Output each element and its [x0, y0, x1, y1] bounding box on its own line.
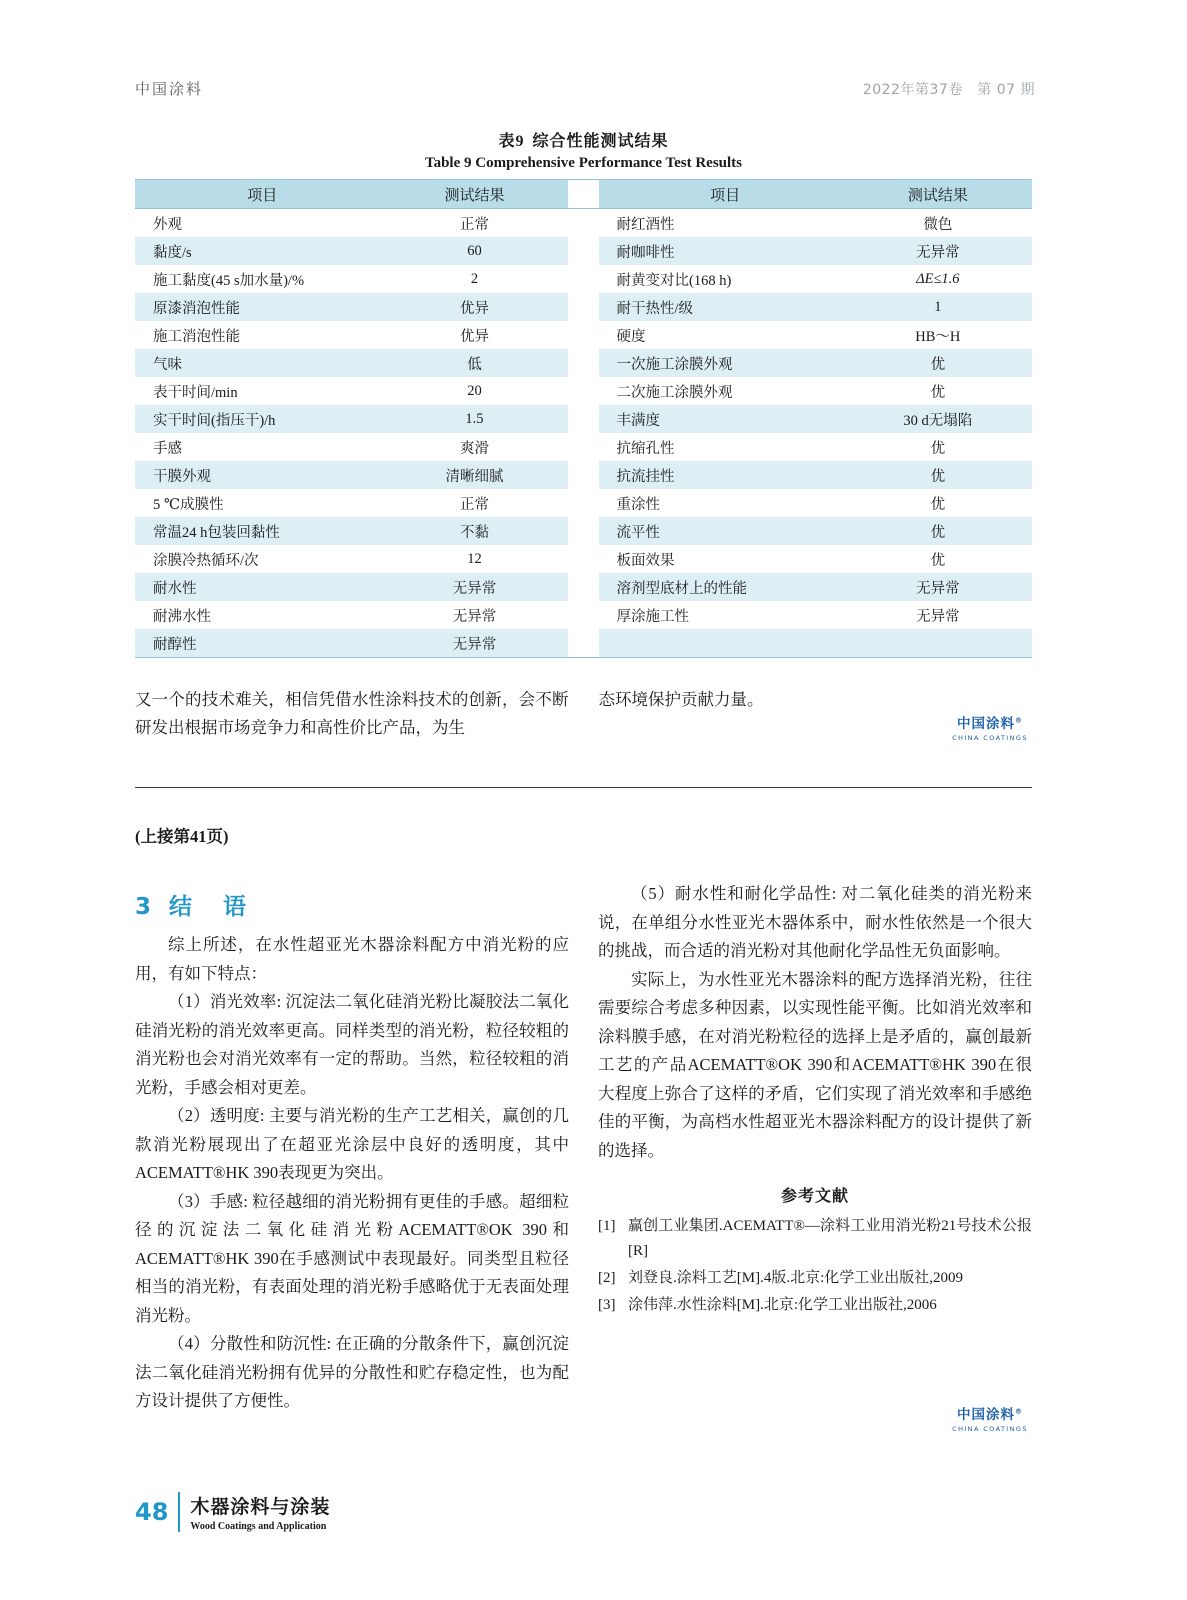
paragraph: （1）消光效率: 沉淀法二氧化硅消光粉比凝胶法二氧化硅消光粉的消光效率更高。同样类型的消光粉，粒径较粗的消光粉也会对消光效率有一定的帮助。当然，粒径较粗的消光粉，手感会相对更差。 — [135, 992, 569, 1097]
cell-gap — [568, 629, 599, 658]
table-row — [135, 601, 1032, 629]
cell-gap — [568, 461, 599, 489]
table-caption-cn: 综合性能测试结果 — [532, 133, 669, 150]
logo-registered-icon: ® — [1015, 1407, 1023, 1416]
cell-item-right: 耐干热性/级 — [599, 293, 844, 321]
logo-text-en: CHINA COATINGS — [952, 734, 1028, 742]
post-table-paragraph-left: 又一个的技术难关，相信凭借水性涂料技术的创新，会不断研发出根据市场竞争力和高性价比产品，为生 — [135, 690, 569, 737]
table-title-cn — [135, 128, 1032, 151]
performance-test-table — [135, 179, 1032, 658]
cell-item-right: 板面效果 — [599, 545, 844, 573]
cell-item-left: 耐醇性 — [135, 629, 381, 658]
cell-gap — [568, 573, 599, 601]
cell-item-left: 手感 — [135, 433, 381, 461]
right-column — [598, 880, 1032, 1416]
reference-item — [598, 1293, 1032, 1318]
cell-gap — [568, 265, 599, 293]
section-number: 3 — [135, 894, 156, 920]
cell-item-right: 耐黄变对比(168 h) — [599, 265, 844, 293]
cell-result-left: 无异常 — [381, 573, 567, 601]
table-row — [135, 237, 1032, 265]
reference-number: [2] — [598, 1270, 616, 1286]
table-number: 表9 — [498, 133, 525, 150]
cell-result-left: 1.5 — [381, 405, 567, 433]
table-row — [135, 629, 1032, 658]
post-table-text — [135, 686, 1032, 742]
cell-item-right: 抗缩孔性 — [599, 433, 844, 461]
table-row — [135, 377, 1032, 405]
cell-result-left: 正常 — [381, 489, 567, 517]
cell-result-right — [844, 629, 1032, 658]
cell-item-left: 常温24 h包装回黏性 — [135, 517, 381, 545]
table-head — [135, 180, 1032, 209]
table-row — [135, 489, 1032, 517]
table-row — [135, 293, 1032, 321]
paragraph: 实际上，为水性亚光木器涂料的配方选择消光粉，往往需要综合考虑多种因素，以实现性能平衡。比如消光效率和涂料膜手感，在对消光粉粒径的选择上是矛盾的，赢创最新工艺的产品ACEMATT®OK 390和ACEMATT®HK 390在很大程度上弥合了这样的矛盾，它们实现了消光效率和手感绝佳的平衡，为高档水性超亚光木器涂料配方的设计提供了新的选择。 — [598, 969, 1032, 1160]
cell-result-right: HB～H — [844, 321, 1032, 349]
page-header — [135, 78, 1035, 99]
table-row — [135, 349, 1032, 377]
cell-result-right: 优 — [844, 489, 1032, 517]
cell-item-right — [599, 629, 844, 658]
reference-item — [598, 1266, 1032, 1291]
cell-result-left: 清晰细腻 — [381, 461, 567, 489]
logo-text-cn: 中国涂料® — [957, 1407, 1023, 1423]
cell-result-left: 20 — [381, 377, 567, 405]
china-coatings-logo-bottom — [948, 1403, 1032, 1433]
cell-item-right: 抗流挂性 — [599, 461, 844, 489]
cell-result-left: 优异 — [381, 321, 567, 349]
table-row — [135, 405, 1032, 433]
table-row — [135, 461, 1032, 489]
cell-result-right: 1 — [844, 293, 1032, 321]
cell-gap — [568, 237, 599, 265]
page-number: 48 — [135, 1498, 169, 1526]
th-result-right: 测试结果 — [844, 180, 1032, 209]
left-column — [135, 880, 569, 1416]
section-heading — [135, 888, 569, 921]
cell-item-right: 厚涂施工性 — [599, 601, 844, 629]
cell-item-left: 干膜外观 — [135, 461, 381, 489]
page-footer — [135, 1492, 330, 1532]
table-row — [135, 545, 1032, 573]
table-row — [135, 321, 1032, 349]
cell-item-left: 5 ℃成膜性 — [135, 489, 381, 517]
th-item-right: 项目 — [599, 180, 844, 209]
cell-gap — [568, 321, 599, 349]
reference-text: 刘登良.涂料工艺[M].4版.北京:化学工业出版社,2009 — [628, 1270, 963, 1286]
cell-gap — [568, 601, 599, 629]
footer-divider — [178, 1492, 180, 1532]
cell-result-left: 2 — [381, 265, 567, 293]
table-row — [135, 573, 1032, 601]
cell-item-right: 耐咖啡性 — [599, 237, 844, 265]
post-table-left-column — [135, 686, 569, 742]
cell-item-right: 硬度 — [599, 321, 844, 349]
cell-result-right: 优 — [844, 545, 1032, 573]
cell-result-left: 12 — [381, 545, 567, 573]
cell-gap — [568, 489, 599, 517]
cell-item-left: 施工消泡性能 — [135, 321, 381, 349]
section-title: 结 语 — [169, 894, 251, 920]
cell-gap — [568, 433, 599, 461]
cell-item-right: 丰满度 — [599, 405, 844, 433]
reference-text: 赢创工业集团.ACEMATT®—涂料工业用消光粉21号技术公报[R] — [628, 1218, 1032, 1259]
header-journal-name: 中国涂料 — [135, 80, 204, 98]
th-item-left: 项目 — [135, 180, 381, 209]
reference-number: [3] — [598, 1297, 616, 1313]
section-divider — [135, 787, 1032, 788]
cell-gap — [568, 349, 599, 377]
cell-result-left: 不黏 — [381, 517, 567, 545]
footer-titles — [190, 1492, 330, 1532]
cell-item-right: 溶剂型底材上的性能 — [599, 573, 844, 601]
cell-result-left: 正常 — [381, 209, 567, 238]
logo-text-en: CHINA COATINGS — [952, 1425, 1028, 1433]
reference-number: [1] — [598, 1218, 616, 1234]
cell-item-left: 黏度/s — [135, 237, 381, 265]
cell-gap — [568, 209, 599, 238]
cell-item-left: 原漆消泡性能 — [135, 293, 381, 321]
reference-item — [598, 1214, 1032, 1264]
cell-result-right: 无异常 — [844, 573, 1032, 601]
cell-item-right: 重涂性 — [599, 489, 844, 517]
cell-item-left: 施工黏度(45 s加水量)/% — [135, 265, 381, 293]
header-issue-info: 2022年第37卷 第 07 期 — [862, 82, 1035, 98]
th-gap — [568, 180, 599, 209]
references-heading: 参考文献 — [780, 1188, 849, 1205]
cell-item-left: 表干时间/min — [135, 377, 381, 405]
cell-result-right: 微色 — [844, 209, 1032, 238]
cell-result-right: 30 d无塌陷 — [844, 405, 1032, 433]
cell-item-left: 气味 — [135, 349, 381, 377]
table-title-en: Table 9 Comprehensive Performance Test Results — [424, 155, 743, 171]
logo-text-cn: 中国涂料® — [957, 716, 1023, 732]
cell-item-left: 涂膜冷热循环/次 — [135, 545, 381, 573]
cell-item-left: 耐水性 — [135, 573, 381, 601]
footer-title-cn: 木器涂料与涂装 — [190, 1496, 331, 1518]
cell-result-right: 优 — [844, 349, 1032, 377]
cell-item-right: 一次施工涂膜外观 — [599, 349, 844, 377]
paragraph: （4）分散性和防沉性: 在正确的分散条件下，赢创沉淀法二氧化硅消光粉拥有优异的分散性和贮存稳定性，也为配方设计提供了方便性。 — [135, 1334, 569, 1410]
table-row — [135, 517, 1032, 545]
table-body — [135, 209, 1032, 658]
cell-result-right: 优 — [844, 433, 1032, 461]
post-table-paragraph-right: 态环境保护贡献力量。 — [598, 690, 764, 709]
th-result-left: 测试结果 — [381, 180, 567, 209]
table-row — [135, 433, 1032, 461]
cell-gap — [568, 293, 599, 321]
cell-result-left: 爽滑 — [381, 433, 567, 461]
paragraph: （3）手感: 粒径越细的消光粉拥有更佳的手感。超细粒径的沉淀法二氧化硅消光粉ACEMATT®OK 390和ACEMATT®HK 390在手感测试中表现最好。同类型且粒径相当的消光粉，有表面处理的消光粉手感略优于无表面处理消光粉。 — [135, 1191, 569, 1325]
cell-result-left: 低 — [381, 349, 567, 377]
paragraph: （5）耐水性和耐化学品性: 对二氧化硅类的消光粉来说，在单组分水性亚光木器体系中，耐水性依然是一个很大的挑战，而合适的消光粉对其他耐化学品性无负面影响。 — [598, 884, 1032, 960]
cell-item-left: 耐沸水性 — [135, 601, 381, 629]
cell-item-left: 实干时间(指压干)/h — [135, 405, 381, 433]
cell-gap — [568, 517, 599, 545]
footer-title-en: Wood Coatings and Application — [190, 1521, 327, 1532]
table-row — [135, 209, 1032, 238]
cell-result-right: 无异常 — [844, 601, 1032, 629]
logo-registered-icon: ® — [1015, 716, 1023, 725]
cell-result-left: 60 — [381, 237, 567, 265]
table-row — [135, 265, 1032, 293]
continued-from-note: (上接第41页) — [135, 827, 229, 846]
table-header-row — [135, 180, 1032, 209]
cell-result-left: 无异常 — [381, 629, 567, 658]
china-coatings-logo-top — [948, 712, 1032, 742]
cell-result-left: 优异 — [381, 293, 567, 321]
reference-text: 涂伟萍.水性涂料[M].北京:化学工业出版社,2006 — [628, 1297, 937, 1313]
cell-result-right: 无异常 — [844, 237, 1032, 265]
cell-item-right: 二次施工涂膜外观 — [599, 377, 844, 405]
cell-gap — [568, 405, 599, 433]
cell-result-right: 优 — [844, 461, 1032, 489]
cell-gap — [568, 377, 599, 405]
cell-result-right: 优 — [844, 517, 1032, 545]
table-block — [135, 128, 1032, 658]
paragraph: 综上所述，在水性超亚光木器涂料配方中消光粉的应用，有如下特点： — [135, 935, 569, 983]
cell-item-right: 耐红酒性 — [599, 209, 844, 238]
paragraph: （2）透明度: 主要与消光粉的生产工艺相关，赢创的几款消光粉展现出了在超亚光涂层中良好的透明度，其中ACEMATT®HK 390表现更为突出。 — [135, 1106, 569, 1182]
cell-item-right: 流平性 — [599, 517, 844, 545]
cell-gap — [568, 545, 599, 573]
cell-result-right: 优 — [844, 377, 1032, 405]
cell-result-right: ΔE≤1.6 — [844, 265, 1032, 293]
cell-item-left: 外观 — [135, 209, 381, 238]
cell-result-left: 无异常 — [381, 601, 567, 629]
article-body — [135, 880, 1032, 1416]
